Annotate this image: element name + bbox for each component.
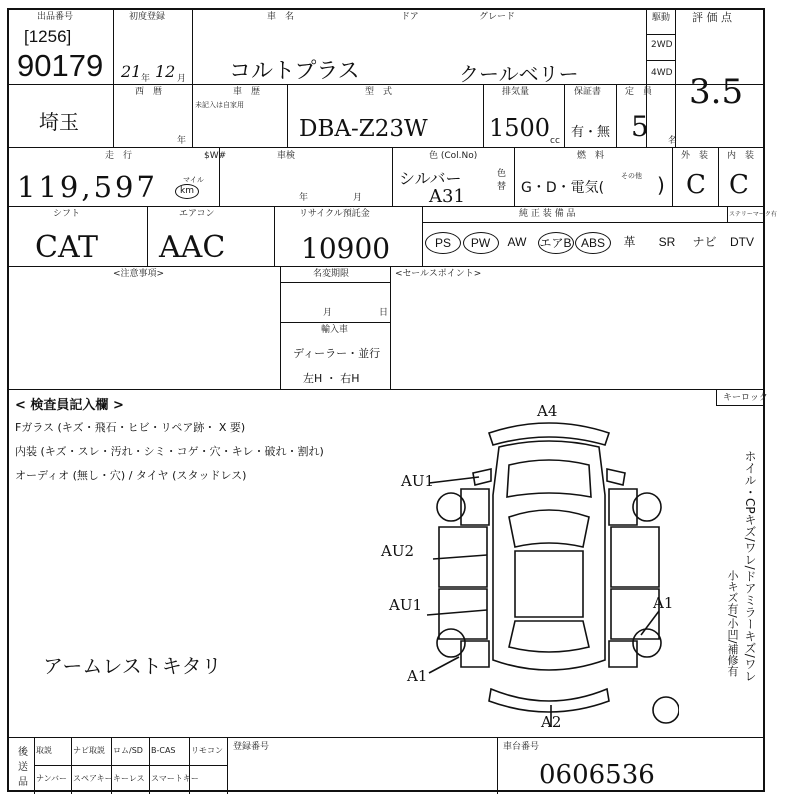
equipment-item: ナビ: [692, 235, 717, 249]
drive-label: 駆動: [652, 13, 671, 23]
mileage-unit-mile: マイル: [183, 176, 204, 184]
inspection-line-glass: Fガラス (キズ・飛石・ヒビ・リペア跡・ X 要): [15, 421, 246, 434]
equipment-item: 革: [623, 235, 636, 249]
handle-value: 左H ・ 右H: [303, 372, 360, 385]
chassis-history-label: 車 歴: [233, 87, 261, 97]
ac-value: AAC: [159, 230, 226, 265]
lot-number: 90179: [17, 48, 104, 83]
exterior-value: C: [686, 170, 706, 200]
inspection-title: < 検査員記入欄 >: [15, 398, 124, 413]
first-reg-year-unit: 年: [141, 74, 151, 84]
color-change-label: 色替: [497, 169, 507, 192]
sw-label: $W#: [204, 151, 227, 161]
side-note-damage: 小キズ有/小凹/補修有: [726, 570, 739, 677]
delivery-item: ナビ取説: [73, 746, 105, 755]
warranty-label: 保証書: [574, 87, 602, 97]
caution-label: <注意事項>: [113, 269, 165, 279]
car-diagram: [419, 405, 679, 735]
year-unit: 年: [177, 136, 187, 146]
interior-label: 内 装: [727, 151, 755, 161]
year-label: 西 暦: [135, 87, 163, 97]
drive-4wd: 4WD: [651, 68, 673, 78]
delivery-item: ロム/SD: [113, 746, 143, 755]
capacity-label: 定 員: [625, 87, 653, 97]
color-code: A31: [429, 186, 465, 207]
diagram-mark: A2: [541, 713, 562, 731]
door-label: ドア: [401, 12, 419, 22]
model-value: DBA-Z23W: [299, 116, 428, 142]
lot-bracket: [1256]: [24, 27, 72, 46]
delivery-item: 取説: [36, 746, 52, 755]
equipment-item: ABS: [575, 232, 611, 254]
diagram-mark: AU1: [401, 472, 435, 490]
first-reg-month-unit: 月: [177, 74, 187, 84]
first-reg-month: 12: [155, 62, 176, 81]
recycle-value: 10900: [301, 232, 391, 265]
mileage-label: 走 行: [105, 151, 133, 161]
drive-2wd: 2WD: [651, 40, 673, 50]
shaken-label: 車検: [277, 151, 296, 161]
diagram-mark: A1: [407, 667, 428, 685]
lot-label: 出品番号: [37, 12, 74, 22]
equipment-label: 純 正 装 備 品: [519, 209, 576, 219]
fuel-other: その他: [621, 172, 642, 180]
diagram-mark: AU1: [389, 596, 423, 614]
equipment-item: AW: [507, 235, 527, 249]
name-change-day: 日: [379, 308, 389, 318]
equipment-note: ステリーマーク有: [729, 211, 777, 218]
chassis-number-label: 車台番号: [503, 742, 540, 752]
equipment-item: SR: [658, 235, 676, 249]
car-name-label: 車 名: [267, 12, 295, 22]
delivery-item: B-CAS: [151, 746, 176, 755]
shaken-month: 月: [353, 193, 363, 203]
shift-value: CAT: [35, 230, 98, 265]
shift-label: シフト: [53, 209, 81, 219]
reg-number-label: 登録番号: [233, 742, 270, 752]
shaken-year: 年: [299, 193, 309, 203]
exterior-label: 外 装: [681, 151, 709, 161]
delivery-label: 後送品: [18, 747, 28, 788]
name-change-label: 名変期限: [313, 269, 350, 279]
diagram-mark: A1: [653, 594, 674, 612]
color-label: 色 (Col.No): [429, 151, 478, 161]
grade-value: クールベリー: [459, 62, 579, 86]
import-label: 輸入車: [321, 325, 349, 335]
mileage-value: 119,597: [17, 170, 158, 204]
delivery-item: スペアキー: [73, 774, 113, 783]
equipment-item: DTV: [730, 235, 754, 249]
delivery-item: キーレス: [113, 774, 145, 783]
fuel-label: 燃 料: [577, 151, 605, 161]
score-label: 評 価 点: [692, 11, 732, 24]
ac-label: エアコン: [179, 209, 215, 219]
fuel-value: G・D・電気(: [521, 180, 605, 196]
color-value: シルバー: [399, 169, 462, 188]
equipment-item: エアB: [538, 232, 574, 254]
inspection-line-audio: オーディオ (無し・穴) / タイヤ (スタッドレス): [15, 469, 247, 482]
mileage-unit-km: km: [175, 184, 199, 199]
side-note-wheel: ホイル・CPキズ/ワレ/ドアミラーキズ/ワレ: [743, 450, 757, 682]
inspection-handwritten-note: アームレストキタリ: [43, 654, 222, 678]
chassis-history-note: 未記入は自家用: [195, 101, 244, 109]
first-reg-year: 21: [121, 62, 142, 81]
warranty-value: 有・無: [571, 125, 611, 140]
car-name-value: コルトプラス: [229, 59, 360, 84]
capacity-unit: 名: [668, 136, 678, 146]
keylock-label: キーロック: [723, 393, 768, 403]
equipment-item: PW: [463, 232, 499, 254]
capacity-value: 5: [631, 110, 649, 143]
first-reg-label: 初度登録: [129, 12, 166, 22]
delivery-item: スマートキー: [151, 774, 199, 783]
displacement-value: 1500: [489, 114, 551, 142]
chassis-number-value: 0606536: [539, 760, 655, 790]
displacement-unit: cc: [550, 136, 560, 146]
grade-label: グレード: [479, 12, 516, 22]
diagram-mark: AU2: [381, 542, 415, 560]
auction-sheet: [7, 8, 777, 792]
diagram-mark: A4: [537, 402, 558, 420]
sales-point-label: <セールスポイント>: [395, 269, 482, 279]
delivery-item: ナンバー: [36, 774, 68, 783]
import-value: ディーラー・並行: [293, 347, 381, 360]
recycle-label: リサイクル預託金: [299, 209, 370, 219]
name-change-month: 月: [323, 308, 333, 318]
model-label: 型 式: [365, 87, 393, 97]
score-value: 3.5: [689, 72, 744, 112]
inspection-line-interior: 内装 (キズ・スレ・汚れ・シミ・コゲ・穴・キレ・破れ・割れ): [15, 445, 324, 458]
delivery-item: リモコン: [191, 746, 223, 755]
region-value: 埼玉: [39, 110, 79, 134]
fuel-close: ): [657, 173, 665, 197]
interior-value: C: [729, 170, 749, 200]
equipment-item: PS: [425, 232, 461, 254]
displacement-label: 排気量: [502, 87, 530, 97]
